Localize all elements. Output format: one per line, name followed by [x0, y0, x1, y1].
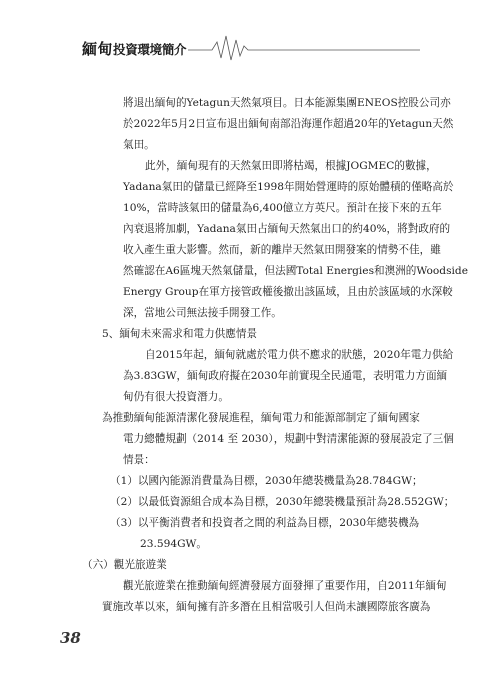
text-line: 收入產生重大影響。然而，新的離岸天然氣田開發案的情勢不佳，雖	[123, 244, 441, 256]
text-line: 深，當地公司無法接手開發工作。	[123, 307, 282, 319]
section-heading: 5、緬甸未來需求和電力供應情景	[102, 328, 258, 340]
text-line: Energy Group在軍方接管政權後撤出該區域，且由於該區域的水深較	[123, 286, 453, 298]
text-line: 電力總體規劃（2014 至 2030），規劃中對清潔能源的發展設定了三個	[123, 433, 454, 445]
scenario-item-continued: 23.594GW。	[140, 538, 208, 550]
text-line: 為3.83GW，緬甸政府擬在2030年前實現全民通電，表明電力方面緬	[123, 370, 448, 382]
header-title-subtitle: 投資環境簡介	[113, 42, 187, 57]
page-number: 38	[60, 629, 81, 647]
text-line: 為推動緬甸能源清潔化發展進程，緬甸電力和能源部制定了緬甸國家	[102, 412, 420, 424]
text-line: 此外，緬甸現有的天然氣田即將枯竭，根據JOGMEC的數據，	[145, 160, 437, 172]
scenario-item: （1）以國內能源消費量為目標，2030年總裝機量為28.784GW；	[110, 475, 423, 487]
text-line: 10%，當時該氣田的儲量為6,400億立方英尺。預計在接下來的五年	[123, 202, 442, 214]
section-heading: （六）觀光旅遊業	[82, 559, 167, 571]
text-line: 情景：	[123, 454, 155, 466]
text-line: 觀光旅遊業在推動緬甸經濟發展方面發揮了重要作用，自2011年緬甸	[123, 580, 447, 592]
header-title-country: 緬甸	[82, 40, 114, 58]
scenario-item: （3）以平衡消費者和投資者之間的利益為目標，2030年總裝機為	[110, 517, 420, 529]
text-line: 自2015年起，緬甸就處於電力供不應求的狀態，2020年電力供給	[145, 349, 454, 361]
text-line: 於2022年5月2日宣布退出緬甸南部沿海運作超過20年的Yetagun天然	[123, 118, 454, 130]
text-line: Yadana氣田的儲量已經降至1998年開始營運時的原始體積的僅略高於	[123, 181, 454, 193]
text-line: 氣田。	[123, 139, 155, 151]
scenario-item: （2）以最低資源組合成本為目標，2030年總裝機量預計為28.552GW；	[110, 496, 455, 508]
text-line: 甸仍有很大投資潛力。	[123, 391, 229, 403]
text-line: 將退出緬甸的Yetagun天然氣項目。日本能源集團ENEOS控股公司亦	[123, 97, 451, 109]
text-line: 然確認在A6區塊天然氣儲量，但法國Total Energies和澳洲的Woodside	[123, 265, 468, 277]
text-line: 實施改革以來，緬甸擁有許多潛在且相當吸引人但尚未讓國際旅客廣為	[102, 601, 431, 613]
text-line: 內衰退將加劇，Yadana氣田占緬甸天然氣出口的約40%，將對政府的	[123, 223, 451, 235]
